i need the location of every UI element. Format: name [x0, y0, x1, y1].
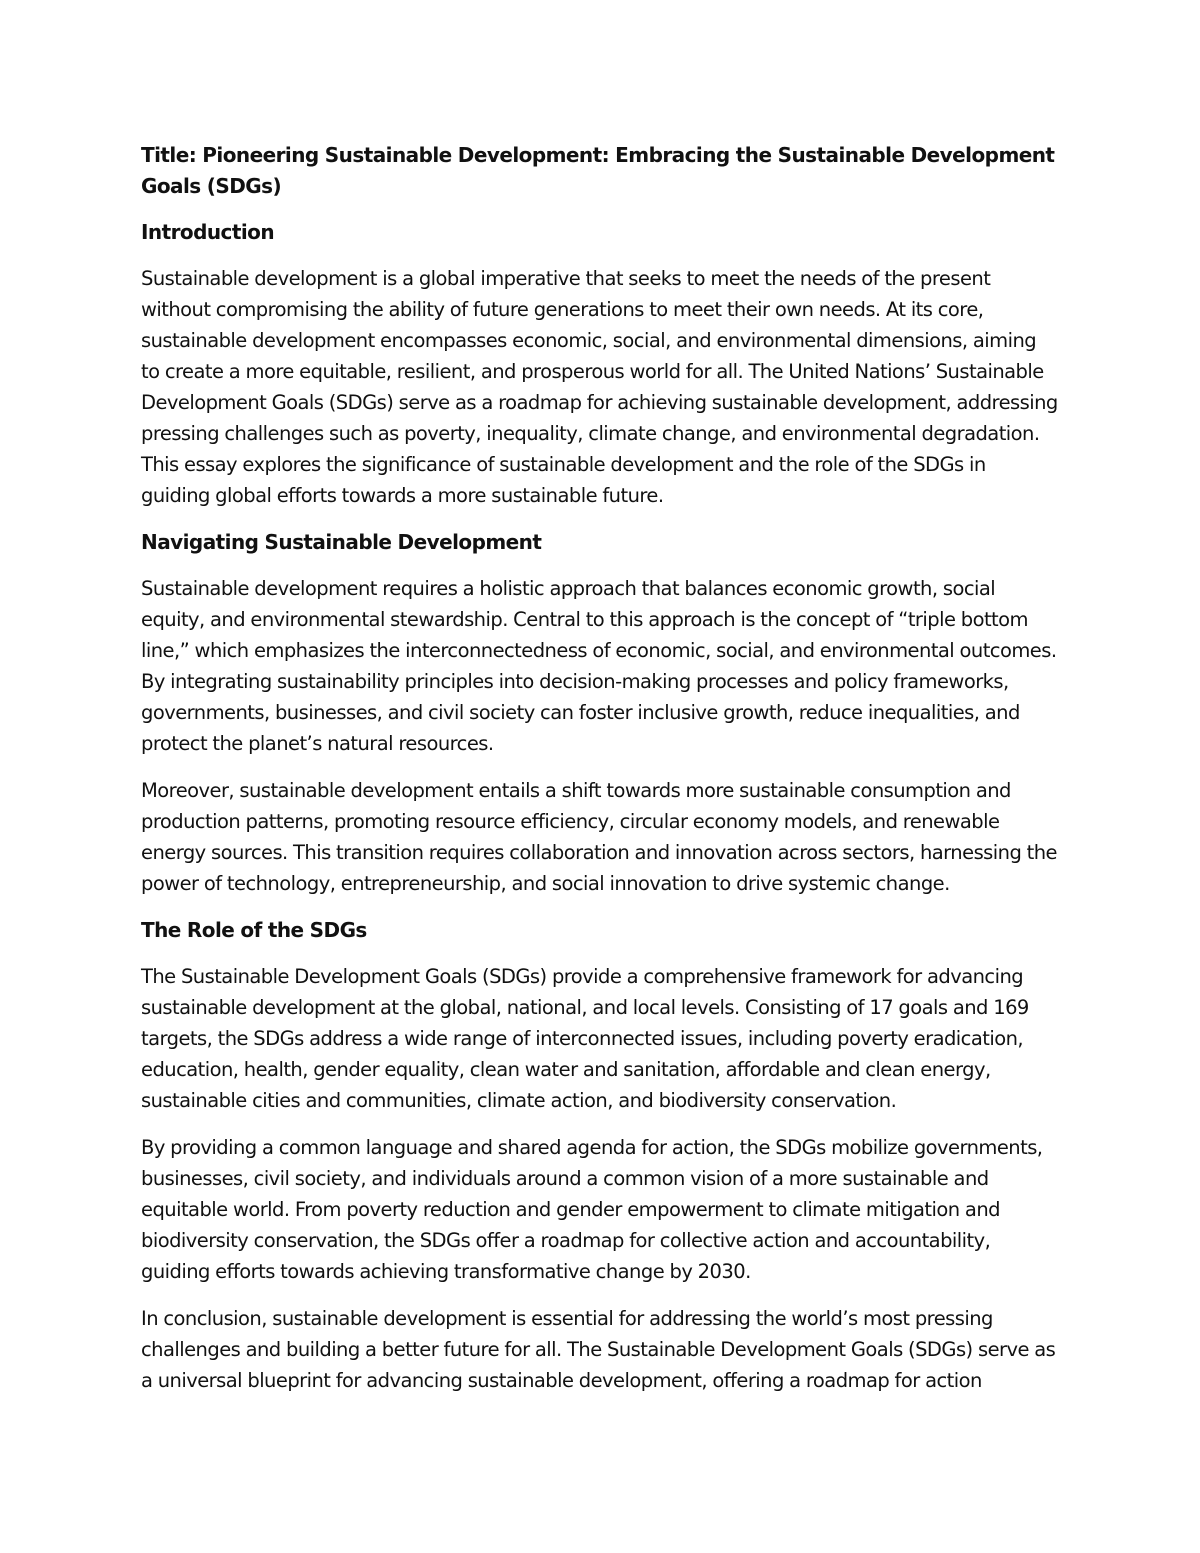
paragraph-conclusion: In conclusion, sustainable development is essential for addressing the world’s most pressing challenges and building a better future for all. The Sustainable Development Goals (SDGs) serve as a universal blueprint for advancing sustainable development, offering a roadmap for action: [141, 1307, 1056, 1392]
paragraph-role-2: By providing a common language and shared agenda for action, the SDGs mobilize governments, businesses, civil society, and individuals around a common vision of a more sustainable and equitable world. From poverty reduction and gender empowerment to climate mitigation and biodiversity conservation, the SDGs offer a roadmap for collective action and accountability, guiding efforts towards achieving transformative change by 2030.: [141, 1136, 1043, 1283]
section-heading-navigating: Navigating Sustainable Development: [141, 530, 542, 554]
document-body: [141, 140, 1059, 1396]
paragraph-role-1: The Sustainable Development Goals (SDGs) provide a comprehensive framework for advancing sustainable development at the global, national, and local levels. Consisting of 17 goals and 169 targets, the SDGs address a wide range of interconnected issues, including poverty eradication, education, health, gender equality, clean water and sanitation, affordable and clean energy, sustainable cities and communities, climate action, and biodiversity conservation.: [141, 965, 1029, 1112]
document-title: Title: Pioneering Sustainable Development: Embracing the Sustainable Development Goals (SDGs): [141, 143, 1055, 198]
section-heading-role: The Role of the SDGs: [141, 918, 367, 942]
section-heading-introduction: Introduction: [141, 220, 275, 244]
paragraph-introduction: Sustainable development is a global imperative that seeks to meet the needs of the present without compromising the ability of future generations to meet their own needs. At its core, sustainable development encompasses economic, social, and environmental dimensions, aiming to create a more equitable, resilient, and prosperous world for all. The United Nations’ Sustainable Development Goals (SDGs) serve as a roadmap for achieving sustainable development, addressing pressing challenges such as poverty, inequality, climate change, and environmental degradation. This essay explores the significance of sustainable development and the role of the SDGs in guiding global efforts towards a more sustainable future.: [141, 267, 1058, 507]
paragraph-navigating-1: Sustainable development requires a holistic approach that balances economic growth, social equity, and environmental stewardship. Central to this approach is the concept of “triple bottom line,” which emphasizes the interconnectedness of economic, social, and environmental outcomes. By integrating sustainability principles into decision-making processes and policy frameworks, governments, businesses, and civil society can foster inclusive growth, reduce inequalities, and protect the planet’s natural resources.: [141, 577, 1057, 755]
paragraph-navigating-2: Moreover, sustainable development entails a shift towards more sustainable consumption and production patterns, promoting resource efficiency, circular economy models, and renewable energy sources. This transition requires collaboration and innovation across sectors, harnessing the power of technology, entrepreneurship, and social innovation to drive systemic change.: [141, 779, 1057, 895]
